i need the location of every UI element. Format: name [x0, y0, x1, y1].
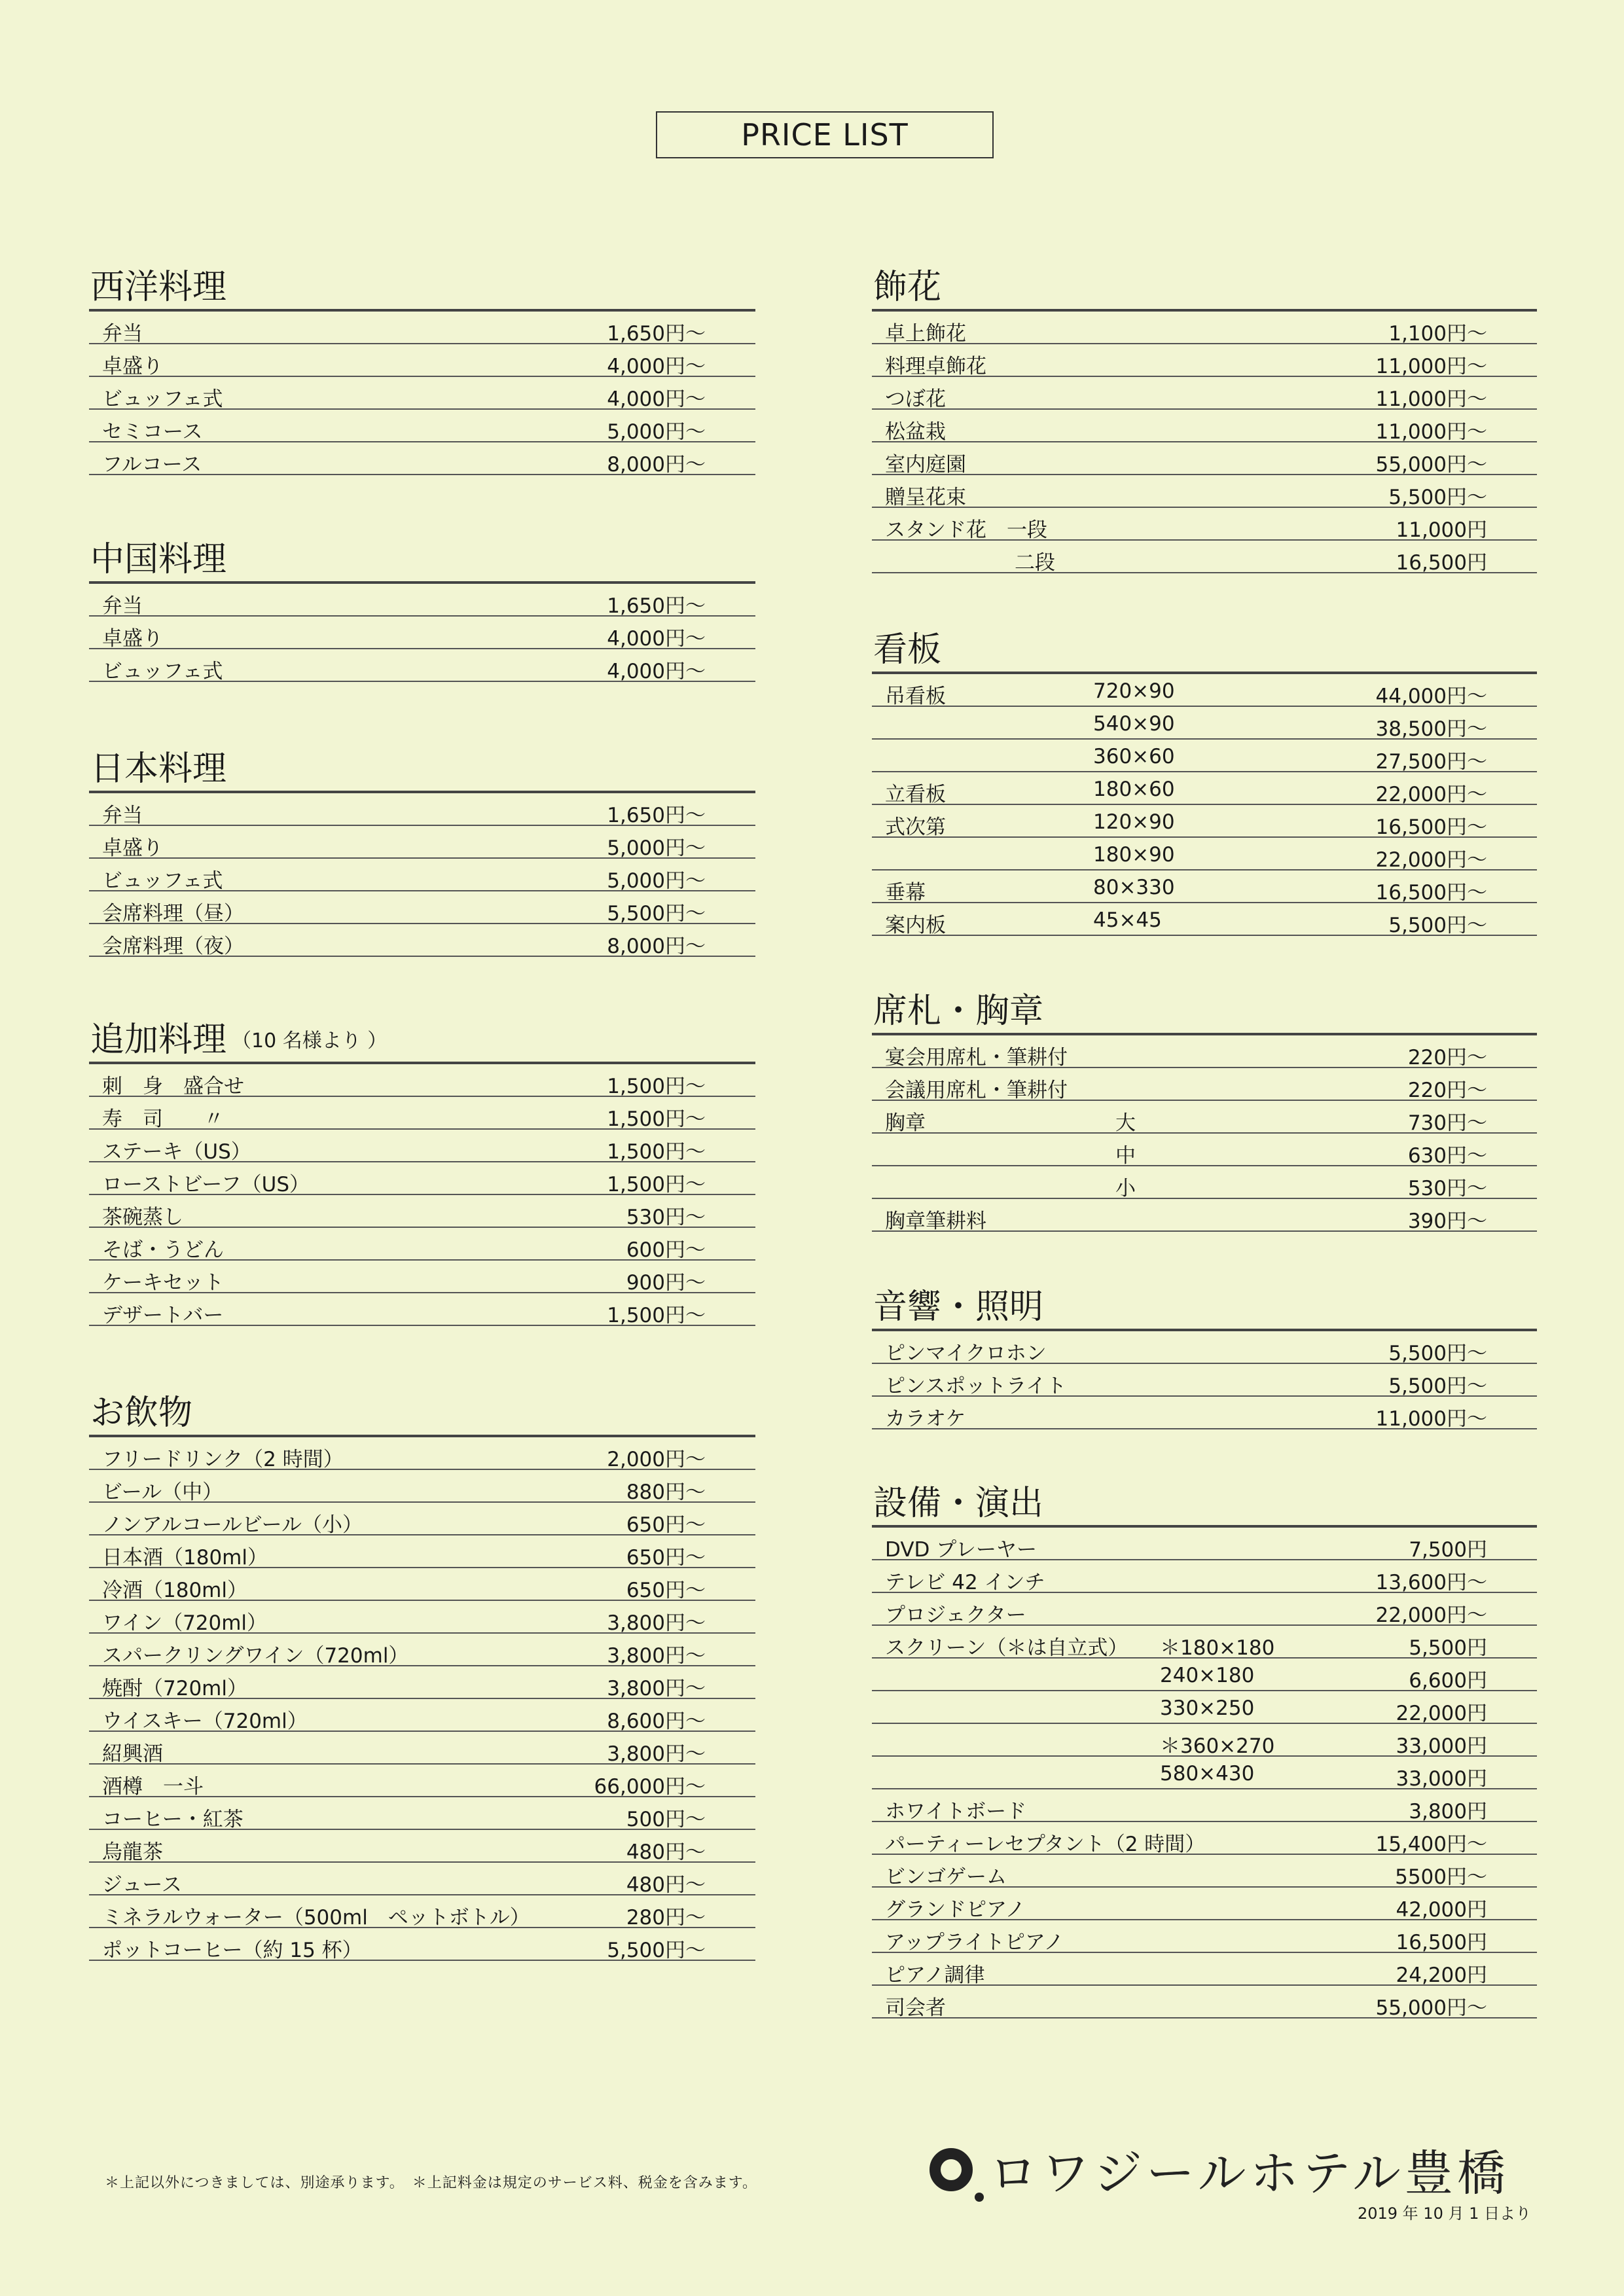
- item-price: 16,500円: [1396, 1931, 1487, 1954]
- price-row: [89, 826, 755, 859]
- item-price: 1,100円〜: [1388, 322, 1487, 346]
- item-name: 卓盛り: [102, 627, 163, 651]
- item-name: 刺 身 盛合せ: [102, 1075, 244, 1098]
- price-row: [89, 1765, 755, 1797]
- price-row: [872, 903, 1537, 936]
- price-row: [872, 312, 1537, 344]
- item-price: 1,500円〜: [607, 1075, 706, 1098]
- price-row: [89, 344, 755, 377]
- section-japanese: [89, 747, 755, 957]
- item-price: 880円〜: [626, 1480, 706, 1504]
- price-row: [872, 1626, 1537, 1659]
- price-row: [872, 772, 1537, 805]
- item-price: 480円〜: [626, 1840, 706, 1864]
- price-row: [89, 442, 755, 475]
- price-row: [872, 707, 1537, 740]
- item-name: グランドピアノ: [885, 1898, 1026, 1922]
- item-name: スパークリングワイン（720ml）: [102, 1644, 409, 1668]
- item-price: 16,500円〜: [1375, 816, 1487, 839]
- item-name: 垂幕: [885, 881, 926, 905]
- price-row: [872, 1528, 1537, 1560]
- item-price: 1,650円〜: [607, 322, 706, 346]
- item-name: コーヒー・紅茶: [102, 1808, 244, 1831]
- item-size: 330×250: [1160, 1696, 1255, 1720]
- item-name: プロジェクター: [885, 1604, 1026, 1627]
- item-size: 45×45: [1093, 908, 1162, 932]
- item-price: 5,000円〜: [607, 869, 706, 893]
- price-row: [89, 1928, 755, 1961]
- price-row: [872, 410, 1537, 442]
- item-name: カラオケ: [885, 1407, 966, 1431]
- item-price: 5,000円〜: [607, 420, 706, 444]
- item-name: 案内板: [885, 914, 946, 937]
- item-name: 酒樽 一斗: [102, 1775, 204, 1799]
- item-price: 22,000円〜: [1375, 1604, 1487, 1627]
- item-name: ビュッフェ式: [102, 387, 223, 411]
- price-row: [89, 1666, 755, 1699]
- item-name: 烏龍茶: [102, 1840, 163, 1864]
- item-price: 13,600円〜: [1375, 1571, 1487, 1594]
- price-row: [89, 924, 755, 957]
- section-heading: 飾花: [873, 268, 942, 307]
- item-price: 33,000円: [1396, 1767, 1487, 1791]
- item-name: 料理卓飾花: [885, 355, 986, 378]
- price-row: [89, 1130, 755, 1162]
- item-name: つぼ花: [885, 387, 946, 411]
- price-row: [872, 1364, 1537, 1397]
- item-name: ローストビーフ（US）: [102, 1173, 310, 1196]
- item-price: 11,000円〜: [1375, 355, 1487, 378]
- item-size: 540×90: [1093, 712, 1175, 736]
- item-price: 1,650円〜: [607, 804, 706, 827]
- price-row: [89, 859, 755, 891]
- item-name: ビンゴゲーム: [885, 1865, 1007, 1889]
- section-badges: [872, 990, 1537, 1232]
- item-price: 27,500円〜: [1375, 750, 1487, 774]
- price-row: [89, 1195, 755, 1228]
- item-price: 3,800円〜: [607, 1611, 706, 1635]
- item-price: 3,800円〜: [607, 1644, 706, 1668]
- item-name: 弁当: [102, 594, 143, 618]
- item-size: 180×60: [1093, 778, 1175, 801]
- item-name: アップライトピアノ: [885, 1931, 1064, 1954]
- section-heading: 席札・胸章: [873, 992, 1044, 1031]
- item-price: 280円〜: [626, 1906, 706, 1929]
- price-row: [89, 312, 755, 344]
- item-size: 180×90: [1093, 843, 1175, 867]
- item-name: 卓盛り: [102, 355, 163, 378]
- item-name: 紹興酒: [102, 1742, 163, 1766]
- item-name: 胸章: [885, 1111, 926, 1135]
- effective-date: 2019 年 10 月 1 日より: [1357, 2204, 1531, 2223]
- price-row: [872, 475, 1537, 508]
- item-price: 390円〜: [1407, 1210, 1487, 1233]
- section-chinese: [89, 538, 755, 682]
- price-row: [89, 1162, 755, 1195]
- item-price: 24,200円: [1396, 1964, 1487, 1987]
- item-name: ピアノ調律: [885, 1964, 985, 1987]
- item-name: ビュッフェ式: [102, 660, 223, 683]
- item-name: ケーキセット: [102, 1271, 224, 1295]
- section-additional: [89, 1018, 755, 1326]
- item-name: フリードリンク（2 時間）: [102, 1448, 344, 1471]
- price-row: [872, 1134, 1537, 1166]
- item-name: 会席料理（昼）: [102, 902, 244, 925]
- price-row: [872, 1855, 1537, 1888]
- item-price: 4,000円〜: [607, 355, 706, 378]
- item-price: 3,800円: [1409, 1800, 1487, 1823]
- section-heading: 日本料理: [90, 749, 227, 789]
- item-price: 4,000円〜: [607, 660, 706, 683]
- price-row: [89, 1634, 755, 1666]
- item-name: そば・うどん: [102, 1238, 224, 1262]
- price-row: [89, 377, 755, 410]
- price-row: [872, 1068, 1537, 1101]
- item-price: 22,000円〜: [1375, 783, 1487, 806]
- item-price: 730円〜: [1407, 1111, 1487, 1135]
- item-name: フルコース: [102, 453, 202, 476]
- price-row: [89, 1797, 755, 1830]
- price-row: [872, 1920, 1537, 1953]
- section-western: [89, 266, 755, 475]
- section-heading: 追加料理 （10 名様より ）: [90, 1020, 388, 1060]
- item-price: 900円〜: [626, 1271, 706, 1295]
- section-equipment: [872, 1482, 1537, 2018]
- item-price: 3,800円〜: [607, 1677, 706, 1700]
- item-name: 宴会用席札・筆耕付: [885, 1046, 1068, 1069]
- item-price: 650円〜: [626, 1579, 706, 1602]
- item-name: スクリーン（＊は自立式）: [885, 1636, 1128, 1660]
- item-name: 松盆栽: [885, 420, 946, 444]
- price-row: [89, 1863, 755, 1895]
- item-name: 会議用席札・筆耕付: [885, 1079, 1068, 1102]
- logo-dot-icon: [975, 2193, 984, 2202]
- item-name: 式次第: [885, 816, 946, 839]
- price-row: [89, 410, 755, 442]
- item-name: ホワイトボード: [885, 1800, 1027, 1823]
- item-price: 16,500円: [1396, 551, 1487, 575]
- item-price: 630円〜: [1407, 1144, 1487, 1168]
- price-row: [89, 1228, 755, 1261]
- item-name: ミネラルウォーター（500ml ペットボトル）: [102, 1906, 530, 1929]
- item-price: 5,500円〜: [1388, 1342, 1487, 1365]
- price-row: [872, 1035, 1537, 1068]
- item-name: ウイスキー（720ml）: [102, 1710, 308, 1733]
- price-row: [89, 891, 755, 924]
- section-heading: 中国料理: [90, 540, 227, 579]
- item-price: 33,000円: [1396, 1734, 1487, 1758]
- item-price: 650円〜: [626, 1513, 706, 1537]
- price-row: [872, 1331, 1537, 1364]
- item-size: 720×90: [1093, 679, 1175, 703]
- item-price: 530円〜: [1407, 1177, 1487, 1200]
- logo-text: ロワジールホテル豊橋: [989, 2145, 1509, 2202]
- item-name: 寿 司 〃: [102, 1107, 224, 1131]
- price-row: [872, 1986, 1537, 2018]
- item-name: 卓盛り: [102, 836, 163, 860]
- item-price: 55,000円〜: [1375, 453, 1487, 476]
- item-price: 4,000円〜: [607, 387, 706, 411]
- item-price: 8,000円〜: [607, 935, 706, 958]
- item-price: 8,600円〜: [607, 1710, 706, 1733]
- price-row: [872, 870, 1537, 903]
- hotel-logo: [929, 2135, 1509, 2204]
- price-row: [89, 1097, 755, 1130]
- price-row: [872, 805, 1537, 838]
- price-row: [872, 1757, 1537, 1789]
- item-price: 42,000円: [1396, 1898, 1487, 1922]
- price-row: [872, 838, 1537, 870]
- item-name: テレビ 42 インチ: [885, 1571, 1045, 1594]
- price-row: [872, 1560, 1537, 1593]
- item-price: 11,000円〜: [1375, 1407, 1487, 1431]
- item-name: スタンド花 一段: [885, 518, 1047, 542]
- item-size: 80×330: [1093, 876, 1175, 899]
- section-heading: 西洋料理: [90, 268, 227, 307]
- item-size: 大: [1115, 1111, 1136, 1135]
- item-name: ビュッフェ式: [102, 869, 223, 893]
- item-name: セミコース: [102, 420, 203, 444]
- footer-note: ＊上記以外につきましては、別途承ります。 ＊上記料金は規定のサービス料、税金を含みます。: [105, 2175, 758, 2191]
- section-heading: 設備・演出: [873, 1484, 1044, 1523]
- item-price: 5,500円: [1409, 1636, 1487, 1660]
- price-row: [89, 1261, 755, 1293]
- price-row: [89, 793, 755, 826]
- item-price: 11,000円〜: [1375, 420, 1487, 444]
- item-price: 38,500円〜: [1375, 717, 1487, 741]
- item-price: 5,500円〜: [607, 902, 706, 925]
- price-row: [89, 1601, 755, 1634]
- item-name: 茶碗蒸し: [102, 1206, 183, 1229]
- price-row: [872, 674, 1537, 707]
- item-price: 480円〜: [626, 1873, 706, 1897]
- item-price: 5,500円〜: [1388, 486, 1487, 509]
- item-name: 室内庭園: [885, 453, 966, 476]
- price-row: [872, 1953, 1537, 1986]
- item-price: 5,500円〜: [1388, 1374, 1487, 1398]
- item-price: 5,000円〜: [607, 836, 706, 860]
- section-heading: お飲物: [90, 1393, 193, 1433]
- item-name: ワイン（720ml）: [102, 1611, 268, 1635]
- item-price: 500円〜: [626, 1808, 706, 1831]
- price-row: [872, 1822, 1537, 1855]
- item-price: 66,000円〜: [594, 1775, 706, 1799]
- item-size: 120×90: [1093, 810, 1175, 834]
- price-row: [89, 1293, 755, 1326]
- item-price: 3,800円〜: [607, 1742, 706, 1766]
- item-price: 1,500円〜: [607, 1140, 706, 1164]
- page-title: PRICE LIST: [656, 111, 994, 158]
- item-name: 会席料理（夜）: [102, 935, 244, 958]
- item-price: 220円〜: [1407, 1079, 1487, 1102]
- price-row: [89, 1503, 755, 1535]
- item-price: 600円〜: [626, 1238, 706, 1262]
- item-price: 650円〜: [626, 1546, 706, 1570]
- price-row: [89, 1437, 755, 1470]
- item-name: 日本酒（180ml）: [102, 1546, 268, 1570]
- price-row: [89, 1064, 755, 1097]
- item-price: 22,000円: [1396, 1702, 1487, 1725]
- section-heading: 看板: [873, 630, 942, 670]
- item-name: 焼酎（720ml）: [102, 1677, 247, 1700]
- price-row: [89, 1895, 755, 1928]
- price-row: [872, 1166, 1537, 1199]
- item-name: ピンマイクロホン: [885, 1342, 1047, 1365]
- price-row: [872, 1724, 1537, 1757]
- item-size: ＊180×180: [1160, 1636, 1275, 1660]
- section-note: （10 名様より ）: [232, 1030, 388, 1052]
- item-price: 530円〜: [626, 1206, 706, 1229]
- item-price: 8,000円〜: [607, 453, 706, 476]
- price-row: [872, 1691, 1537, 1724]
- price-row: [872, 1199, 1537, 1232]
- item-price: 16,500円〜: [1375, 881, 1487, 905]
- item-name: ノンアルコールビール（小）: [102, 1513, 363, 1537]
- section-flowers: [872, 266, 1537, 573]
- item-price: 1,500円〜: [607, 1107, 706, 1131]
- section-heading: 音響・照明: [873, 1287, 1044, 1327]
- item-name: パーティーレセプタント（2 時間）: [885, 1833, 1206, 1856]
- item-price: 5,500円〜: [1388, 914, 1487, 937]
- price-row: [89, 1732, 755, 1765]
- item-name: 司会者: [885, 1996, 946, 2020]
- item-size: 580×430: [1160, 1762, 1255, 1785]
- item-name: 立看板: [885, 783, 946, 806]
- item-price: 5500円〜: [1395, 1865, 1487, 1889]
- item-name: ビール（中）: [102, 1480, 223, 1504]
- price-row: [89, 1699, 755, 1732]
- price-row: [872, 1659, 1537, 1691]
- section-signboard: [872, 628, 1537, 936]
- item-name: 卓上飾花: [885, 322, 966, 346]
- item-price: 7,500円: [1409, 1538, 1487, 1562]
- price-row: [89, 1830, 755, 1863]
- item-price: 1,650円〜: [607, 594, 706, 618]
- item-price: 2,000円〜: [607, 1448, 706, 1471]
- item-name: 吊看板: [885, 685, 946, 708]
- price-row: [872, 1593, 1537, 1626]
- item-size: 中: [1115, 1144, 1136, 1168]
- price-row: [872, 1789, 1537, 1822]
- item-name: DVD プレーヤー: [885, 1538, 1038, 1562]
- logo-ring-icon: [929, 2148, 973, 2191]
- price-row: [872, 344, 1537, 377]
- price-row: [872, 442, 1537, 475]
- section-sound: [872, 1285, 1537, 1429]
- item-name: 弁当: [102, 322, 143, 346]
- item-name: 冷酒（180ml）: [102, 1579, 247, 1602]
- price-row: [872, 1397, 1537, 1429]
- price-row: [89, 649, 755, 682]
- item-price: 22,000円〜: [1375, 848, 1487, 872]
- price-row: [89, 584, 755, 617]
- price-row: [89, 617, 755, 649]
- item-price: 220円〜: [1407, 1046, 1487, 1069]
- item-price: 5,500円〜: [607, 1939, 706, 1962]
- price-row: [872, 541, 1537, 573]
- item-sub: 二段: [1015, 551, 1055, 575]
- price-row: [872, 740, 1537, 772]
- price-row: [872, 377, 1537, 410]
- item-name: 贈呈花束: [885, 486, 966, 509]
- item-name: ステーキ（US）: [102, 1140, 251, 1164]
- price-row: [89, 1470, 755, 1503]
- item-name: ピンスポットライト: [885, 1374, 1067, 1398]
- item-size: 小: [1115, 1177, 1136, 1200]
- price-row: [872, 1101, 1537, 1134]
- item-price: 1,500円〜: [607, 1304, 706, 1327]
- item-size: ＊360×270: [1160, 1734, 1275, 1758]
- price-row: [872, 508, 1537, 541]
- item-price: 6,600円: [1409, 1669, 1487, 1693]
- item-name: デザートバー: [102, 1304, 224, 1327]
- item-price: 55,000円〜: [1375, 1996, 1487, 2020]
- price-row: [89, 1535, 755, 1568]
- item-price: 44,000円〜: [1375, 685, 1487, 708]
- section-drinks: [89, 1391, 755, 1961]
- price-row: [89, 1568, 755, 1601]
- item-price: 15,400円〜: [1375, 1833, 1487, 1856]
- item-price: 1,500円〜: [607, 1173, 706, 1196]
- item-name: 弁当: [102, 804, 143, 827]
- item-size: 360×60: [1093, 745, 1175, 768]
- item-price: 11,000円〜: [1375, 387, 1487, 411]
- price-row: [872, 1888, 1537, 1920]
- item-price: 4,000円〜: [607, 627, 706, 651]
- item-name: 胸章筆耕料: [885, 1210, 986, 1233]
- item-name: ジュース: [102, 1873, 182, 1897]
- item-price: 11,000円: [1396, 518, 1487, 542]
- item-size: 240×180: [1160, 1664, 1255, 1687]
- item-name: ポットコーヒー（約 15 杯）: [102, 1939, 363, 1962]
